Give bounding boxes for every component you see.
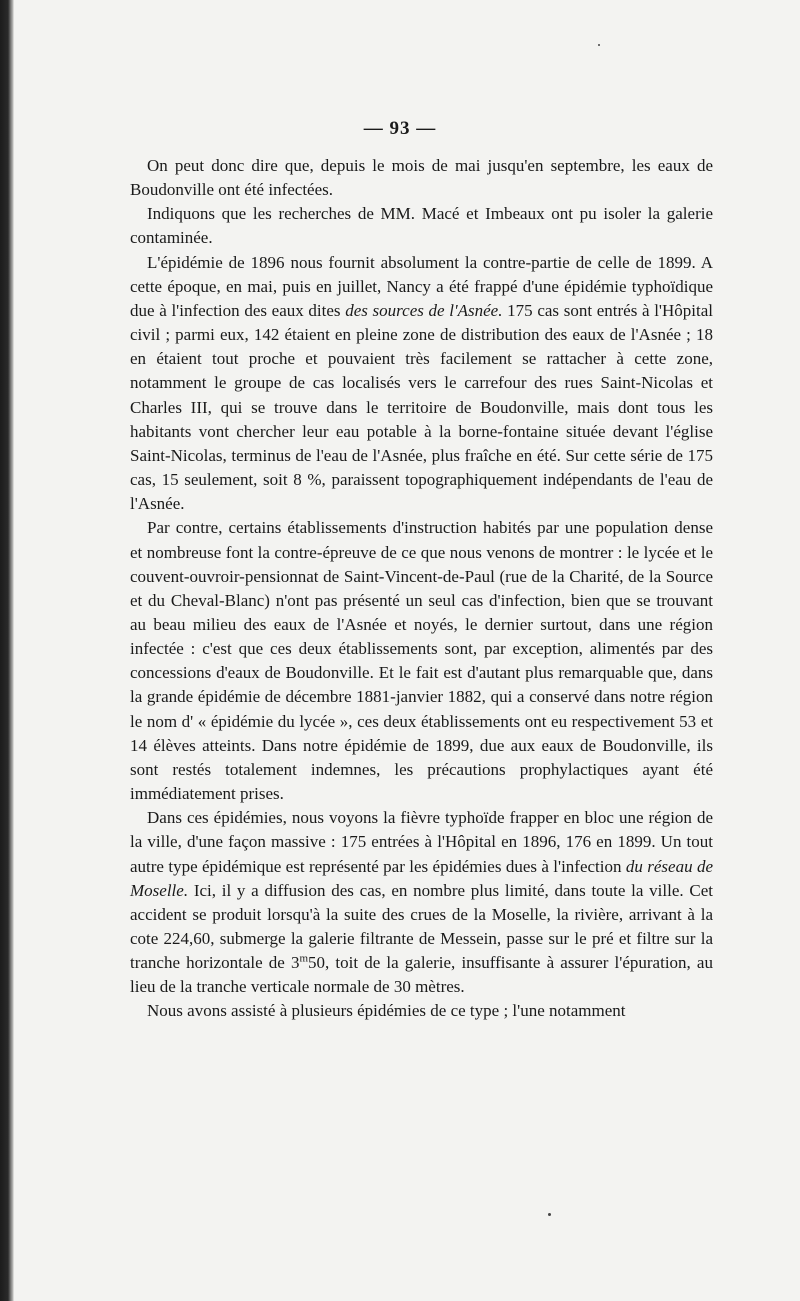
paragraph-6: Nous avons assisté à plusieurs épidémies de ce type ; l'une notamment <box>147 1001 626 1021</box>
scan-speck <box>548 1213 551 1216</box>
paragraph-4: Par contre, certains établissements d'instruction habités par une population dense et nombreuse font la contre-épreuve de ce que nous venons de montrer : le lycée et le couvent-ouvroir-pensionnat de Saint-Vincent-de-Paul (rue de la Charité, de la Source et du Cheval-Blanc) n'ont pas présenté un seul cas d'infection, bien que se trouvant au beau milieu des eaux de l'Asnée et noyés, le dernier surtout, dans une région infectée : c'est que ces deux établissements sont, par exception, alimentés par des concessions d'eaux de Boudonville. Et le fait est d'autant plus remarquable que, dans la grande épidémie de décembre 1881-janvier 1882, qui a conservé dans notre région le nom d' « épidémie du lycée », ces deux établissements ont eu respectivement 53 et 14 élèves atteints. Dans notre épidémie de 1899, due aux eaux de Boudonville, ils sont restés totalement indemnes, les précautions prophylactiques ayant été immédiatement prises. <box>130 518 713 804</box>
paragraph-3 <box>130 251 713 517</box>
paragraph-5-superscript: m <box>299 952 309 965</box>
paragraph-3-text-a: L'épidémie de 1896 nous fournit absolument la contre-partie de celle de 1899. A cette époque, en mai, puis en juillet, Nancy a été frappé d'une épidémie typhoïdique due à l'infection des eaux dites <box>130 252 713 320</box>
paragraph-5-text-a: Dans ces épidémies, nous voyons la fièvre typhoïde frapper en bloc une région de la ville, d'une façon massive : 175 entrées à l'Hôpital en 1896, 176 en 1899. Un tout autre type épidémique est représenté par les épidémies dues à l'infection <box>130 808 713 876</box>
page-number: — 93 — <box>363 118 437 139</box>
paragraph-3-text-b: 175 cas sont entrés à l'Hôpital civil ; parmi eux, 142 étaient en pleine zone de distribution des eaux de l'Asnée ; 18 en étaient tout proche et pouvaient très facilement se rattacher à cette zone, notamment le groupe de cas localisés vers le carrefour des rues Saint-Nicolas et Charles III, qui se trouve dans le territoire de Boudonville, mais dont tous les habitants vont chercher leur eau potable à la borne-fontaine située devant l'église Saint-Nicolas, terminus de l'eau de l'Asnée, plus fraîche en été. Sur cette série de 175 cas, 15 seulement, soit 8 %, paraissent topographiquement indépendants de l'eau de l'Asnée. <box>130 300 713 514</box>
paragraph-3-italic: des sources de l'Asnée. <box>345 300 503 320</box>
body-text <box>130 154 713 1024</box>
scan-binding-edge <box>0 0 14 1301</box>
paragraph-1: On peut donc dire que, depuis le mois de mai jusqu'en septembre, les eaux de Boudonville ont été infectées. <box>130 156 713 200</box>
paragraph-5 <box>130 806 713 999</box>
paragraph-2: Indiquons que les recherches de MM. Macé et Imbeaux ont pu isoler la galerie contaminée. <box>130 204 713 248</box>
paragraph-5-italic: du réseau de Moselle. <box>130 856 713 900</box>
paragraph-5-text-b: Ici, il y a diffusion des cas, en nombre plus limité, dans toute la ville. Cet accident se produit lorsqu'à la suite des crues de la Moselle, la rivière, arrivant à la cote 224,60, submerge la galerie filtrante de Messein, passe sur le pré et filtre sur la tranche horizontale de 3 <box>130 880 713 973</box>
paragraph-5-text-c: 50, toit de la galerie, insuffisante à assurer l'épuration, au lieu de la tranche verticale normale de 30 mètres. <box>130 953 713 997</box>
scan-speck <box>598 44 600 46</box>
